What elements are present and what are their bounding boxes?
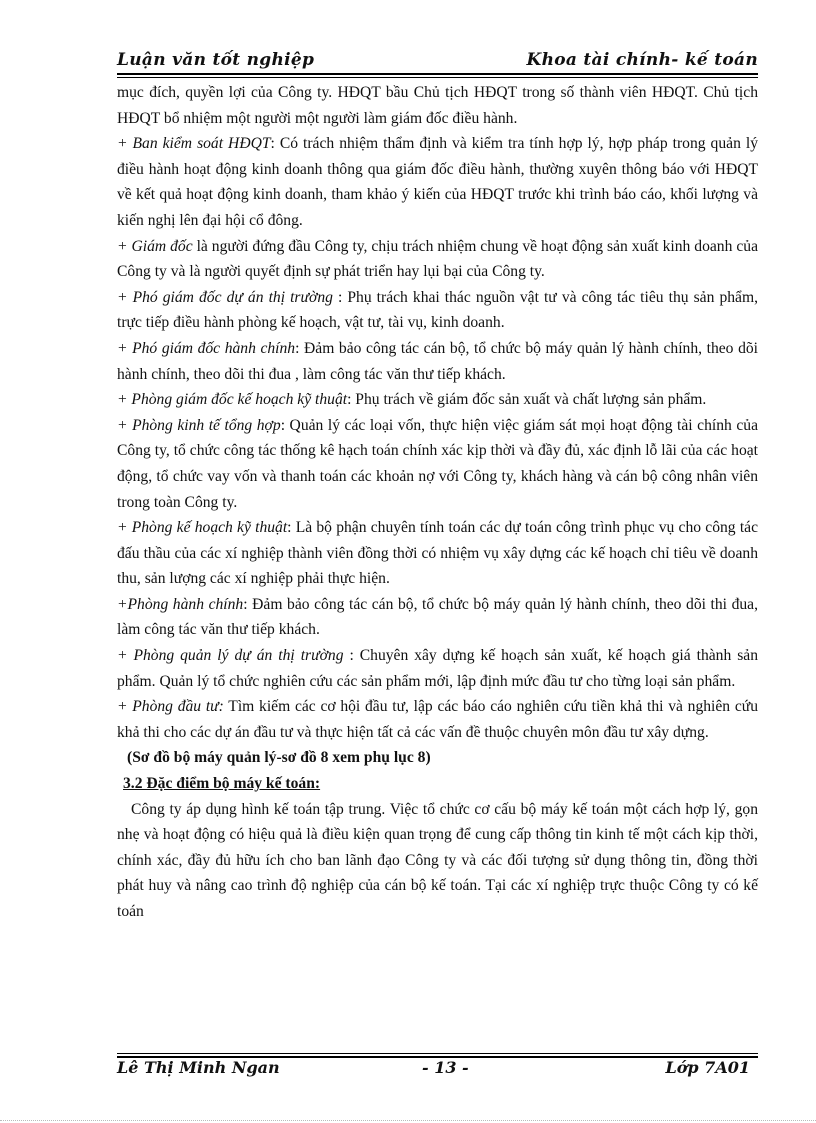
paragraph-lead: + Phòng giám đốc kế hoạch kỹ thuật: [117, 391, 348, 409]
paragraph-lead: + Phòng kinh tế tổng hợp: [117, 416, 281, 434]
paragraph-lead: + Ban kiểm soát HĐQT: [117, 135, 271, 153]
paragraph-text: : Đảm bảo công tác cán bộ, tổ chức bộ máy quản lý hành chính, theo dõi thi đua, làm công tác văn thư tiếp khách.: [117, 595, 758, 639]
paragraph-5: [117, 387, 758, 413]
footer-author: Lê Thị Minh Ngan: [117, 1058, 280, 1077]
document-body: [117, 80, 758, 925]
paragraph-lead: + Phó giám đốc dự án thị trường: [117, 288, 333, 306]
paragraph-text: : Có trách nhiệm thẩm định và kiểm tra tính hợp lý, hợp pháp trong quản lý điều hành hoạt động kinh doanh thông qua giám đốc điều hành, thường xuyên thông báo với HĐQT về kết quả hoạt động kinh doanh, tham khảo ý kiến của HĐQT trước khi trình báo cáo, khối lượng và kiến nghị lên đại hội cổ đông.: [117, 135, 758, 229]
paragraph-7: [117, 515, 758, 592]
paragraph-6: [117, 413, 758, 515]
section-title: 3.2 Đặc điểm bộ máy kế toán:: [123, 775, 321, 793]
diagram-caption: (Sơ đồ bộ máy quản lý-sơ đồ 8 xem phụ lục 8): [127, 749, 431, 767]
paragraph-2: [117, 234, 758, 285]
paragraph-text: : Đảm bảo công tác cán bộ, tổ chức bộ máy quản lý hành chính, theo dõi hành chính, theo dõi thi đua , làm công tác văn thư tiếp khách.: [117, 339, 758, 383]
header-rule: [117, 73, 758, 75]
header-rule-thin: [117, 77, 758, 78]
page-footer: [117, 1058, 758, 1080]
page-header: [117, 48, 758, 72]
paragraph-lead: + Phòng quản lý dự án thị trường: [117, 647, 344, 665]
page-number: - 13 -: [422, 1058, 469, 1077]
header-faculty-label: Khoa tài chính- kế toán: [526, 50, 758, 70]
paragraph-8: [117, 592, 758, 643]
body-paragraph: Công ty áp dụng hình kế toán tập trung. Việc tổ chức cơ cấu bộ máy kế toán một cách hợp lý, gọn nhẹ và hoạt động có hiệu quả là điều kiện quan trọng để cung cấp thông tin kinh tế một cách kịp thời, chính xác, đầy đủ hữu ích cho ban lãnh đạo Công ty và các đối tượng sử dụng thông tin, đồng thời phát huy và nâng cao trình độ nghiệp của cán bộ kế toán. Tại các xí nghiệp trực thuộc Công ty có kế toán: [117, 800, 758, 920]
paragraph-10: [117, 694, 758, 745]
header-thesis-label: Luận văn tốt nghiệp: [117, 50, 315, 70]
paragraph-text: mục đích, quyền lợi của Công ty. HĐQT bầu Chủ tịch HĐQT trong số thành viên HĐQT. Chủ tịch HĐQT bổ nhiệm một người một người làm giám đốc điều hành.: [117, 84, 758, 127]
paragraph-text: : Phụ trách về giám đốc sản xuất và chất lượng sản phẩm.: [347, 391, 707, 409]
paragraph-0: [117, 80, 758, 131]
paragraph-3: [117, 285, 758, 336]
paragraph-text: : Phụ trách khai thác nguồn vật tư và công tác tiêu thụ sản phẩm, trực tiếp điều hành phòng kế hoạch, vật tư, tài vụ, kinh doanh.: [117, 288, 758, 332]
paragraph-text: : Chuyên xây dựng kế hoạch sản xuất, kế hoạch giá thành sản phẩm. Quản lý tổ chức nghiên cứu các sản phẩm mới, lập định mức đầu tư cho từng loại sản phẩm.: [117, 647, 758, 690]
paragraph-text: : Quản lý các loại vốn, thực hiện việc giám sát mọi hoạt động tài chính của Công ty, tổ chức công tác thống kê hạch toán chính xác kịp thời và đầy đủ, xác định lỗ lãi của các hoạt động, tổ chức vay vốn và thanh toán các khoản nợ với Công ty, khách hàng và cán bộ công nhân viên trong toàn Công ty.: [117, 416, 758, 511]
paragraph-text: là người đứng đầu Công ty, chịu trách nhiệm chung về hoạt động sản xuất kinh doanh của Công ty và là người quyết định sự phát triển hay lụi bại của Công ty.: [117, 237, 758, 281]
paragraph-lead: +Phòng hành chính: [117, 595, 244, 613]
paragraph-lead: + Phòng kế hoạch kỹ thuật: [117, 519, 288, 537]
page-boundary: [0, 1120, 816, 1121]
footer-rule-thin: [117, 1053, 758, 1054]
paragraph-text: : Là bộ phận chuyên tính toán các dự toán công trình phục vụ cho công tác đấu thầu của các xí nghiệp thành viên đồng thời có nhiệm vụ xây dựng các kế hoạch chỉ tiêu về doanh thu, sản lượng các xí nghiệp phải thực hiện.: [117, 519, 758, 588]
paragraph-text: Tìm kiếm các cơ hội đầu tư, lập các báo cáo nghiên cứu tiền khả thi và nghiên cứu khả thi cho các dự án đầu tư và thực hiện tất cả các vấn đề thuộc chuyên môn đầu tư xây dựng.: [117, 698, 758, 741]
paragraph-9: [117, 643, 758, 694]
paragraph-4: [117, 336, 758, 387]
paragraph-lead: + Phó giám đốc hành chính: [117, 339, 296, 357]
footer-class: Lớp 7A01: [665, 1058, 750, 1077]
paragraph-lead: + Giám đốc: [117, 237, 193, 255]
paragraph-1: [117, 131, 758, 233]
paragraph-lead: + Phòng đầu tư:: [117, 698, 224, 716]
